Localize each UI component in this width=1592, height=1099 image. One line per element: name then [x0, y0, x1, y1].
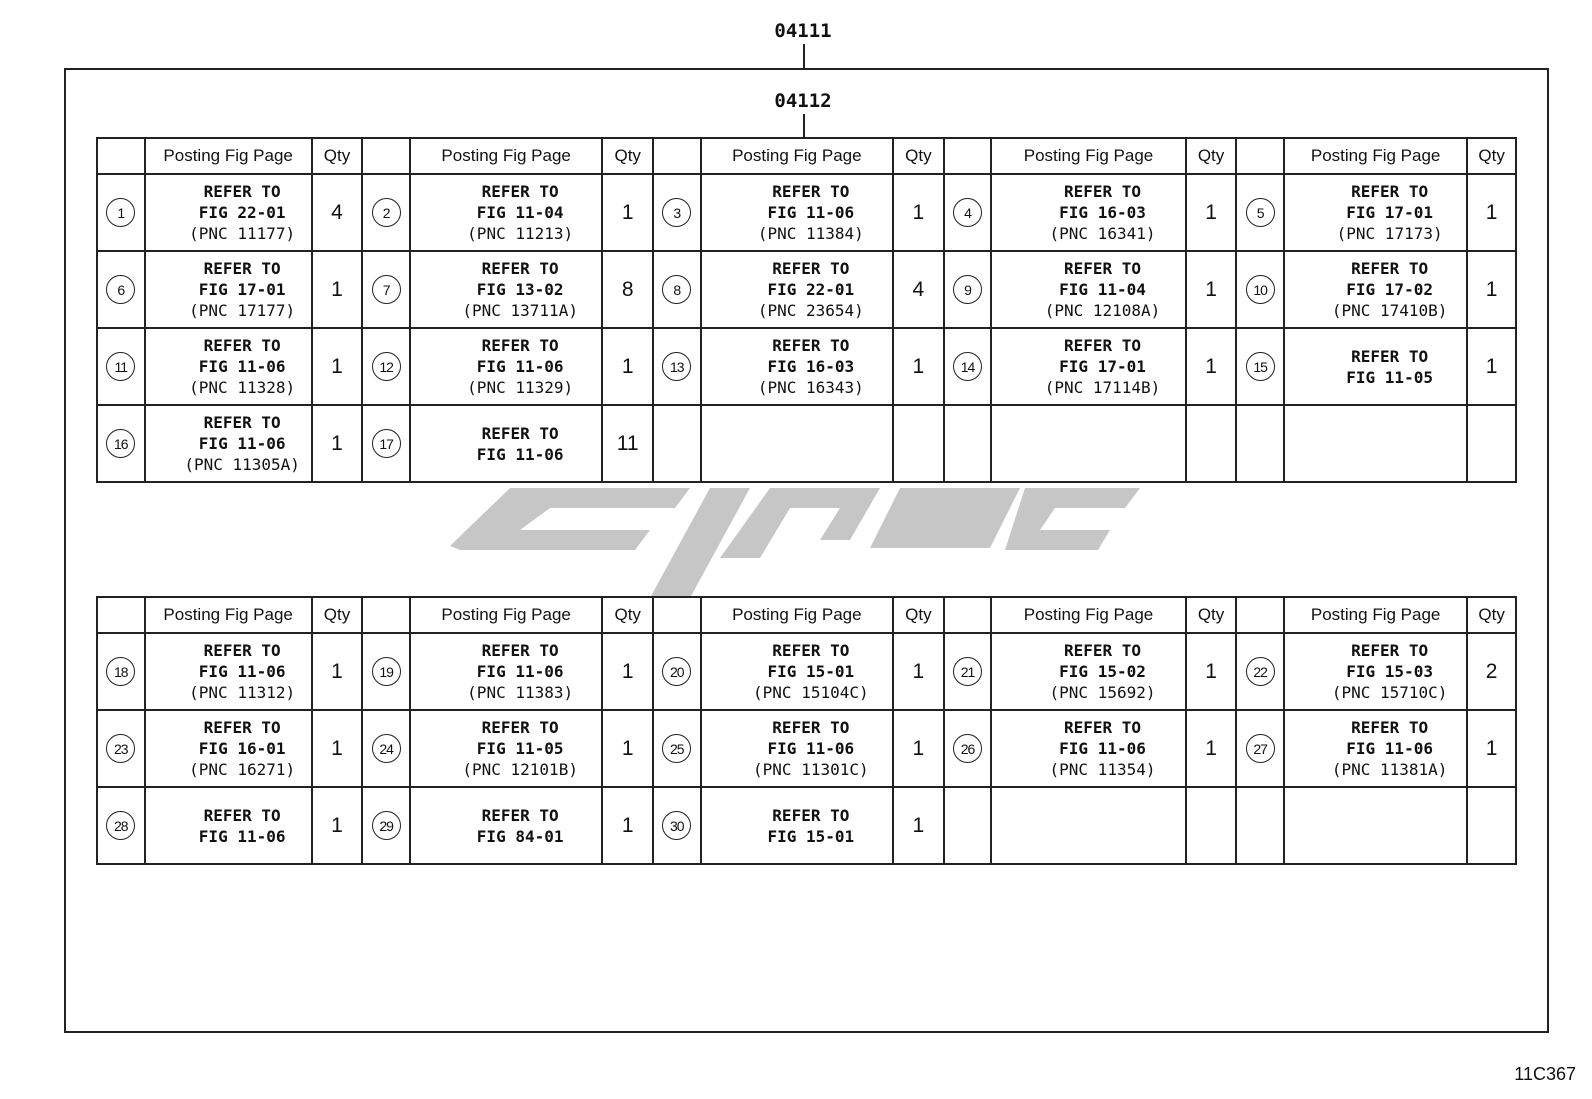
part-number-circle: 4: [953, 198, 982, 227]
quantity-cell: 1: [893, 710, 944, 787]
quantity-cell: 1: [893, 174, 944, 251]
header-qty: Qty: [893, 597, 944, 633]
pnc-reference: (PNC 11213): [467, 224, 574, 243]
part-number-cell: [653, 328, 701, 405]
quantity-cell: 1: [1467, 174, 1516, 251]
fig-reference: FIG 15-01: [767, 662, 855, 681]
header-posting-fig-page: Posting Fig Page: [145, 597, 312, 633]
fig-reference: FIG 11-06: [1346, 739, 1433, 758]
part-number-circle: 19: [372, 657, 401, 686]
fig-reference: FIG 11-05: [1346, 367, 1433, 387]
quantity-cell: 11: [602, 405, 653, 482]
header-posting-fig-page: Posting Fig Page: [701, 138, 893, 174]
quantity-cell: 1: [1186, 328, 1237, 405]
part-number-cell: [362, 787, 410, 864]
table-row: [97, 174, 1516, 251]
reference-cell: [145, 174, 312, 251]
part-number-cell: [944, 787, 992, 864]
parts-table-lower: [96, 596, 1517, 865]
quantity-cell: 1: [893, 633, 944, 710]
header-posting-fig-page: Posting Fig Page: [1284, 597, 1467, 633]
part-number-circle: 6: [106, 275, 135, 304]
quantity-cell: 1: [893, 787, 944, 864]
fig-reference: FIG 16-01: [198, 739, 286, 758]
reference-cell: [1284, 328, 1467, 405]
part-number-circle: 3: [662, 198, 691, 227]
reference-cell: [410, 787, 602, 864]
pnc-reference: (PNC 11301C): [753, 760, 869, 779]
refer-to-text: REFER TO: [772, 336, 850, 355]
pnc-reference: (PNC 16343): [757, 378, 864, 397]
part-number-cell: [1236, 174, 1284, 251]
header-qty: Qty: [1467, 138, 1516, 174]
fig-reference: FIG 13-02: [476, 280, 564, 299]
part-number-cell: [97, 174, 145, 251]
table-header-row: [97, 597, 1516, 633]
pnc-reference: (PNC 11328): [189, 378, 296, 397]
refer-to-text: REFER TO: [1063, 641, 1142, 660]
fig-reference: FIG 17-01: [198, 280, 286, 299]
part-number-circle: 5: [1246, 198, 1275, 227]
reference-cell: [1284, 174, 1467, 251]
table-row: [97, 251, 1516, 328]
fig-reference: FIG 11-06: [198, 357, 286, 376]
reference-cell: [991, 633, 1185, 710]
part-number-circle: 14: [953, 352, 982, 381]
part-number-circle: 26: [953, 734, 982, 763]
quantity-cell: 1: [312, 328, 363, 405]
part-number-circle: 20: [662, 657, 691, 686]
fig-reference: FIG 11-04: [476, 203, 564, 222]
refer-to-text: REFER TO: [481, 336, 559, 355]
refer-to-text: REFER TO: [1351, 641, 1429, 660]
table-header-row: [97, 138, 1516, 174]
reference-cell: [1284, 251, 1467, 328]
fig-reference: FIG 11-06: [198, 662, 286, 681]
part-number-circle: 12: [372, 352, 401, 381]
fig-reference: FIG 15-03: [1346, 662, 1433, 681]
part-number-circle: 10: [1246, 275, 1275, 304]
refer-to-text: REFER TO: [1351, 182, 1429, 201]
refer-to-text: REFER TO: [1063, 718, 1142, 737]
quantity-cell: [1186, 405, 1237, 482]
header-blank-cell: [362, 138, 410, 174]
reference-cell: [145, 710, 312, 787]
quantity-cell: 1: [602, 174, 653, 251]
header-qty: Qty: [1186, 597, 1237, 633]
pnc-reference: (PNC 15104C): [753, 683, 869, 702]
part-number-cell: [97, 787, 145, 864]
header-blank-cell: [653, 597, 701, 633]
refer-to-text: REFER TO: [772, 182, 850, 201]
reference-cell: [701, 174, 893, 251]
header-posting-fig-page: Posting Fig Page: [410, 138, 602, 174]
reference-cell: [701, 251, 893, 328]
pnc-reference: (PNC 16271): [189, 760, 296, 779]
header-blank-cell: [362, 597, 410, 633]
quantity-cell: 1: [312, 251, 363, 328]
quantity-cell: 1: [1467, 710, 1516, 787]
part-number-circle: 9: [953, 275, 982, 304]
part-number-circle: 2: [372, 198, 401, 227]
watermark-shapes: [450, 488, 1140, 598]
reference-cell: [145, 405, 312, 482]
header-qty: Qty: [893, 138, 944, 174]
part-number-circle: 29: [372, 811, 401, 840]
header-qty: Qty: [602, 597, 653, 633]
part-number-cell: [97, 710, 145, 787]
header-blank-cell: [944, 138, 992, 174]
refer-to-text: REFER TO: [203, 805, 281, 825]
reference-cell: [701, 633, 893, 710]
part-number-circle: 24: [372, 734, 401, 763]
part-number-cell: [944, 328, 992, 405]
part-number-cell: [1236, 633, 1284, 710]
part-number-circle: 1: [106, 198, 135, 227]
reference-cell: [991, 710, 1185, 787]
part-number-cell: [944, 174, 992, 251]
part-number-circle: 7: [372, 275, 401, 304]
reference-cell: [991, 787, 1185, 864]
pnc-reference: (PNC 13711A): [462, 301, 578, 320]
pnc-reference: (PNC 11381A): [1331, 760, 1448, 779]
quantity-cell: 1: [602, 328, 653, 405]
part-number-cell: [1236, 787, 1284, 864]
quantity-cell: 1: [1186, 710, 1237, 787]
parts-table-upper: [96, 137, 1517, 483]
quantity-cell: 1: [312, 787, 363, 864]
quantity-cell: 8: [602, 251, 653, 328]
pnc-reference: (PNC 11177): [189, 224, 296, 243]
header-blank-cell: [97, 597, 145, 633]
header-blank-cell: [1236, 597, 1284, 633]
header-posting-fig-page: Posting Fig Page: [1284, 138, 1467, 174]
reference-cell: [410, 174, 602, 251]
header-posting-fig-page: Posting Fig Page: [991, 597, 1185, 633]
fig-reference: FIG 11-06: [767, 739, 855, 758]
reference-cell: [410, 633, 602, 710]
part-number-cell: [944, 710, 992, 787]
fig-reference: FIG 16-03: [1059, 203, 1146, 222]
fig-reference: FIG 15-02: [1059, 662, 1146, 681]
reference-cell: [991, 174, 1185, 251]
part-number-cell: [653, 251, 701, 328]
fig-reference: FIG 17-02: [1346, 280, 1433, 299]
part-number-cell: [362, 633, 410, 710]
part-number-cell: [653, 710, 701, 787]
pnc-reference: (PNC 11384): [757, 224, 864, 243]
part-number-cell: [1236, 405, 1284, 482]
quantity-cell: 1: [602, 710, 653, 787]
part-number-circle: 18: [106, 657, 135, 686]
quantity-cell: 4: [312, 174, 363, 251]
reference-cell: [1284, 633, 1467, 710]
fig-reference: FIG 11-06: [476, 662, 564, 681]
pnc-reference: (PNC 11354): [1049, 760, 1156, 779]
fig-reference: FIG 11-06: [1059, 739, 1146, 758]
part-number-cell: [1236, 710, 1284, 787]
quantity-cell: 1: [312, 633, 363, 710]
refer-to-text: REFER TO: [481, 182, 559, 201]
part-number-cell: [653, 633, 701, 710]
pnc-reference: (PNC 17410B): [1331, 301, 1448, 320]
leader-line-04112: [803, 114, 805, 138]
header-qty: Qty: [1467, 597, 1516, 633]
part-number-cell: [944, 251, 992, 328]
quantity-cell: 1: [1186, 174, 1237, 251]
watermark-logo: [450, 468, 1150, 598]
quantity-cell: 1: [312, 405, 363, 482]
fig-reference: FIG 11-06: [767, 203, 855, 222]
fig-reference: FIG 22-01: [198, 203, 286, 222]
quantity-cell: 2: [1467, 633, 1516, 710]
part-number-circle: 17: [372, 429, 401, 458]
header-qty: Qty: [312, 138, 363, 174]
fig-reference: FIG 11-06: [198, 434, 286, 453]
refer-to-text: REFER TO: [1063, 259, 1142, 278]
pnc-reference: (PNC 11305A): [184, 455, 300, 474]
pnc-reference: (PNC 12101B): [462, 760, 578, 779]
quantity-cell: 1: [602, 633, 653, 710]
fig-reference: FIG 17-01: [1059, 357, 1146, 376]
pnc-reference: (PNC 12108A): [1044, 301, 1161, 320]
quantity-cell: 1: [312, 710, 363, 787]
refer-to-text: REFER TO: [203, 641, 281, 660]
leader-line-04111: [803, 44, 805, 68]
part-number-cell: [97, 405, 145, 482]
fig-reference: FIG 22-01: [767, 280, 855, 299]
refer-to-text: REFER TO: [1063, 336, 1142, 355]
header-blank-cell: [97, 138, 145, 174]
refer-to-text: REFER TO: [203, 413, 281, 432]
header-posting-fig-page: Posting Fig Page: [145, 138, 312, 174]
reference-cell: [1284, 405, 1467, 482]
refer-to-text: REFER TO: [481, 641, 559, 660]
part-number-circle: 11: [106, 352, 135, 381]
reference-cell: [410, 710, 602, 787]
part-number-circle: 15: [1246, 352, 1275, 381]
part-number-cell: [362, 251, 410, 328]
part-number-cell: [944, 633, 992, 710]
table-row: [97, 787, 1516, 864]
header-qty: Qty: [312, 597, 363, 633]
fig-reference: FIG 11-05: [476, 739, 564, 758]
part-number-circle: 30: [662, 811, 691, 840]
quantity-cell: 1: [1467, 251, 1516, 328]
reference-cell: [145, 633, 312, 710]
pnc-reference: (PNC 17114B): [1044, 378, 1161, 397]
reference-cell: [991, 328, 1185, 405]
reference-cell: [145, 787, 312, 864]
header-qty: Qty: [1186, 138, 1237, 174]
part-number-cell: [362, 174, 410, 251]
quantity-cell: 4: [893, 251, 944, 328]
part-number-cell: [653, 174, 701, 251]
header-posting-fig-page: Posting Fig Page: [701, 597, 893, 633]
refer-to-text: REFER TO: [481, 423, 559, 443]
assembly-label-04111: 04111: [774, 20, 832, 42]
pnc-reference: (PNC 11329): [467, 378, 574, 397]
reference-cell: [410, 251, 602, 328]
refer-to-text: REFER TO: [481, 805, 559, 825]
pnc-reference: (PNC 15710C): [1331, 683, 1448, 702]
part-number-cell: [97, 251, 145, 328]
pnc-reference: (PNC 15692): [1049, 683, 1156, 702]
pnc-reference: (PNC 16341): [1049, 224, 1156, 243]
refer-to-text: REFER TO: [1351, 718, 1429, 737]
reference-cell: [145, 251, 312, 328]
part-number-cell: [362, 405, 410, 482]
pnc-reference: (PNC 23654): [757, 301, 864, 320]
refer-to-text: REFER TO: [772, 718, 850, 737]
fig-reference: FIG 11-04: [1059, 280, 1146, 299]
figure-code: 11C367: [1514, 1064, 1576, 1084]
part-number-cell: [653, 787, 701, 864]
refer-to-text: REFER TO: [772, 805, 850, 825]
reference-cell: [991, 251, 1185, 328]
reference-cell: [145, 328, 312, 405]
pnc-reference: (PNC 17173): [1336, 224, 1443, 243]
refer-to-text: REFER TO: [481, 718, 559, 737]
header-blank-cell: [944, 597, 992, 633]
table-row: [97, 710, 1516, 787]
refer-to-text: REFER TO: [1351, 259, 1429, 278]
reference-cell: [1284, 787, 1467, 864]
table-row: [97, 633, 1516, 710]
fig-reference: FIG 11-06: [476, 357, 564, 376]
reference-cell: [701, 328, 893, 405]
reference-cell: [410, 328, 602, 405]
assembly-label-04112: 04112: [774, 90, 832, 112]
reference-cell: [701, 787, 893, 864]
refer-to-text: REFER TO: [481, 259, 559, 278]
part-number-circle: 13: [662, 352, 691, 381]
part-number-circle: 28: [106, 811, 135, 840]
fig-reference: FIG 11-06: [476, 444, 564, 464]
refer-to-text: REFER TO: [203, 336, 281, 355]
part-number-cell: [362, 710, 410, 787]
fig-reference: FIG 11-06: [198, 826, 286, 846]
refer-to-text: REFER TO: [772, 641, 850, 660]
header-blank-cell: [1236, 138, 1284, 174]
quantity-cell: [1467, 787, 1516, 864]
fig-reference: FIG 15-01: [767, 826, 855, 846]
quantity-cell: 1: [1186, 251, 1237, 328]
refer-to-text: REFER TO: [1351, 346, 1429, 366]
header-qty: Qty: [602, 138, 653, 174]
quantity-cell: 1: [893, 328, 944, 405]
refer-to-text: REFER TO: [203, 259, 281, 278]
quantity-cell: 1: [602, 787, 653, 864]
pnc-reference: (PNC 11312): [189, 683, 296, 702]
refer-to-text: REFER TO: [203, 182, 281, 201]
table-row: [97, 328, 1516, 405]
header-posting-fig-page: Posting Fig Page: [410, 597, 602, 633]
fig-reference: FIG 16-03: [767, 357, 855, 376]
reference-cell: [701, 710, 893, 787]
refer-to-text: REFER TO: [1063, 182, 1142, 201]
refer-to-text: REFER TO: [772, 259, 850, 278]
part-number-circle: 23: [106, 734, 135, 763]
refer-to-text: REFER TO: [203, 718, 281, 737]
part-number-cell: [97, 633, 145, 710]
fig-reference: FIG 84-01: [476, 826, 564, 846]
part-number-circle: 22: [1246, 657, 1275, 686]
quantity-cell: 1: [1186, 633, 1237, 710]
part-number-circle: 25: [662, 734, 691, 763]
header-blank-cell: [653, 138, 701, 174]
part-number-circle: 16: [106, 429, 135, 458]
part-number-cell: [1236, 251, 1284, 328]
part-number-circle: 21: [953, 657, 982, 686]
part-number-cell: [1236, 328, 1284, 405]
part-number-cell: [97, 328, 145, 405]
quantity-cell: [1467, 405, 1516, 482]
part-number-circle: 27: [1246, 734, 1275, 763]
reference-cell: [1284, 710, 1467, 787]
fig-reference: FIG 17-01: [1346, 203, 1433, 222]
header-posting-fig-page: Posting Fig Page: [991, 138, 1185, 174]
pnc-reference: (PNC 11383): [467, 683, 574, 702]
pnc-reference: (PNC 17177): [189, 301, 296, 320]
quantity-cell: 1: [1467, 328, 1516, 405]
part-number-circle: 8: [662, 275, 691, 304]
part-number-cell: [362, 328, 410, 405]
quantity-cell: [1186, 787, 1237, 864]
